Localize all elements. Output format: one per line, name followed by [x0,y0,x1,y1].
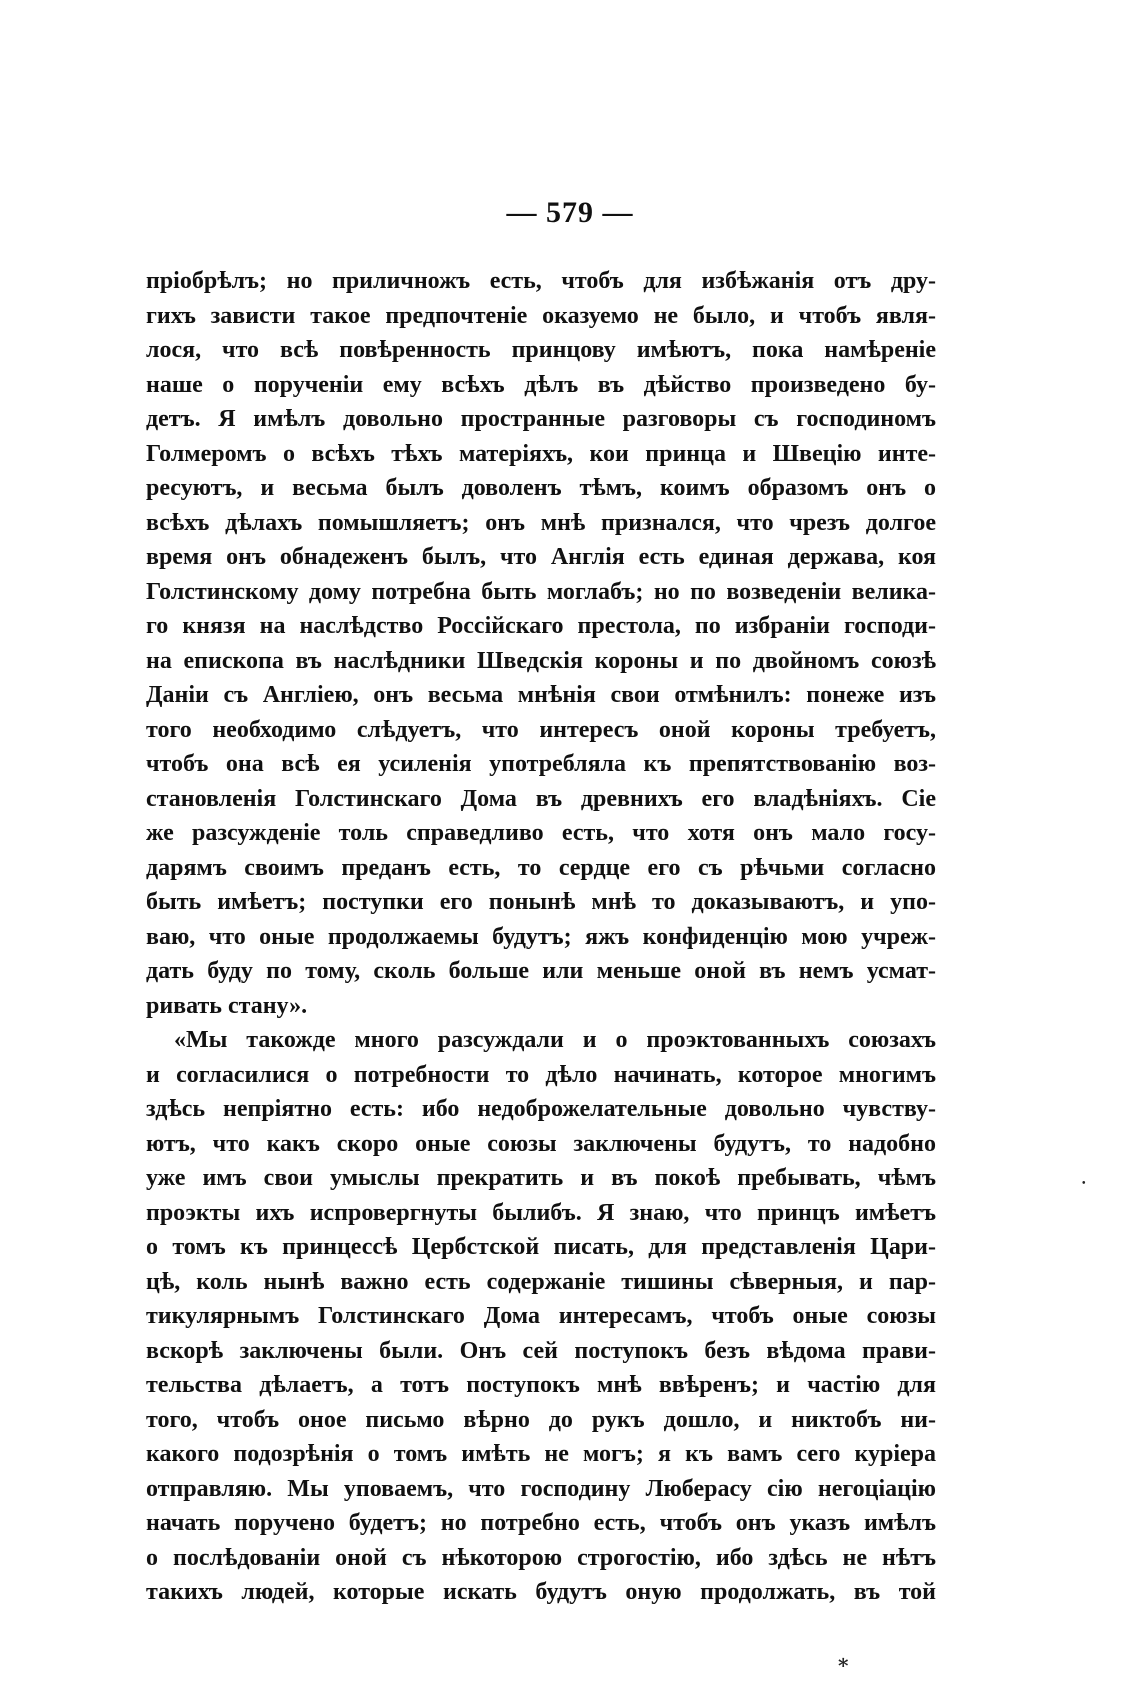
text-line: ютъ, что какъ скоро оные союзы заключены будутъ, то надобно [146,1130,936,1157]
text-line: чтобъ она всѣ ея усиленія употребляла къ препятствованію воз- [146,751,936,777]
text-line: детъ. Я имѣлъ довольно пространные разговоры съ господиномъ [146,406,936,432]
text-line: Даніи съ Англіею, онъ весьма мнѣнія свои отмѣнилъ: понеже изъ [146,682,936,708]
scan-speck: ⁎ [838,1650,849,1672]
text-line: пріобрѣлъ; но приличножъ есть, чтобъ для избѣжанія отъ дру- [146,268,936,294]
text-line: о послѣдованіи оной съ нѣкоторою строгостію, ибо здѣсь не нѣтъ [146,1544,936,1571]
text-line: проэкты ихъ испровергнуты былибъ. Я знаю, что принцъ имѣетъ [146,1199,936,1226]
text-line: «Мы такожде много разсуждали и о проэктованныхъ союзахъ [174,1027,936,1053]
text-line: начать поручено будетъ; но потребно есть, чтобъ онъ указъ имѣлъ [146,1510,936,1536]
text-line: тельства дѣлаетъ, а тотъ поступокъ мнѣ ввѣренъ; и частію для [146,1372,936,1398]
text-line: отправляю. Мы уповаемъ, что господину Люберасу сію негоціацію [146,1475,936,1502]
text-line: быть имѣетъ; поступки его понынѣ мнѣ то доказываютъ, и упо- [146,889,936,915]
page-number: — 579 — [506,196,634,229]
text-line: дать буду по тому, сколь больше или меньше оной въ немъ усмат- [146,958,936,984]
text-line: время онъ обнадеженъ былъ, что Англія есть единая держава, коя [146,544,936,570]
text-line: ривать стану». [146,992,308,1019]
text-line: какого подозрѣнія о томъ имѣть не могъ; я къ вамъ сего куріера [146,1441,936,1467]
text-line: наше о порученіи ему всѣхъ дѣлъ въ дѣйство произведено бу- [146,371,936,398]
text-line: лося, что всѣ повѣренность принцову имѣютъ, пока намѣреніе [146,337,936,363]
text-line: ресуютъ, и весьма былъ доволенъ тѣмъ, коимъ образомъ онъ о [146,475,936,501]
text-line: уже имъ свои умыслы прекратить и въ покоѣ пребывать, чѣмъ [146,1165,936,1191]
text-line: о томъ къ принцессѣ Цербстской писать, для представленія Цари- [146,1234,936,1260]
body-text [146,264,936,1610]
text-line: Голмеромъ о всѣхъ тѣхъ матеріяхъ, кои принца и Швецію инте- [146,440,936,467]
text-line: гихъ зависти такое предпочтеніе оказуемо не было, и чтобъ явля- [146,302,936,329]
scan-speck: • [1082,1178,1086,1189]
text-line: на епископа въ наслѣдники Шведскія короны и по двойномъ союзѣ [146,647,936,674]
text-line: же разсужденіе толь справедливо есть, что хотя онъ мало госу- [146,820,936,846]
text-line: цѣ, коль нынѣ важно есть содержаніе тишины сѣверныя, и пар- [146,1268,936,1295]
text-line: того необходимо слѣдуетъ, что интересъ оной короны требуетъ, [146,716,936,743]
text-line: ваю, что оные продолжаемы будутъ; яжъ конфиденцію мою учреж- [146,923,936,950]
text-line: всѣхъ дѣлахъ помышляетъ; онъ мнѣ признался, что чрезъ долгое [146,509,936,536]
text-line: го князя на наслѣдство Россійскаго престола, по избраніи господи- [146,613,936,639]
text-line: дарямъ своимъ преданъ есть, то сердце его съ рѣчьми согласно [146,854,936,881]
text-line: тикулярнымъ Голстинскаго Дома интересамъ, чтобъ оные союзы [146,1303,936,1329]
text-line: здѣсь непріятно есть: ибо недоброжелательные довольно чувству- [146,1096,936,1122]
text-line: вскорѣ заключены были. Онъ сей поступокъ безъ вѣдома прави- [146,1337,936,1364]
text-line: и согласилися о потребности то дѣло начинать, которое многимъ [146,1061,936,1088]
text-line: такихъ людей, которые искать будутъ оную продолжать, въ той [146,1579,936,1605]
text-line: становленія Голстинскаго Дома въ древнихъ его владѣніяхъ. Сіе [146,785,936,812]
text-line: того, чтобъ оное письмо вѣрно до рукъ дошло, и никтобъ ни- [146,1406,936,1433]
text-line: Голстинскому дому потребна быть моглабъ; но по возведеніи велика- [146,578,936,605]
